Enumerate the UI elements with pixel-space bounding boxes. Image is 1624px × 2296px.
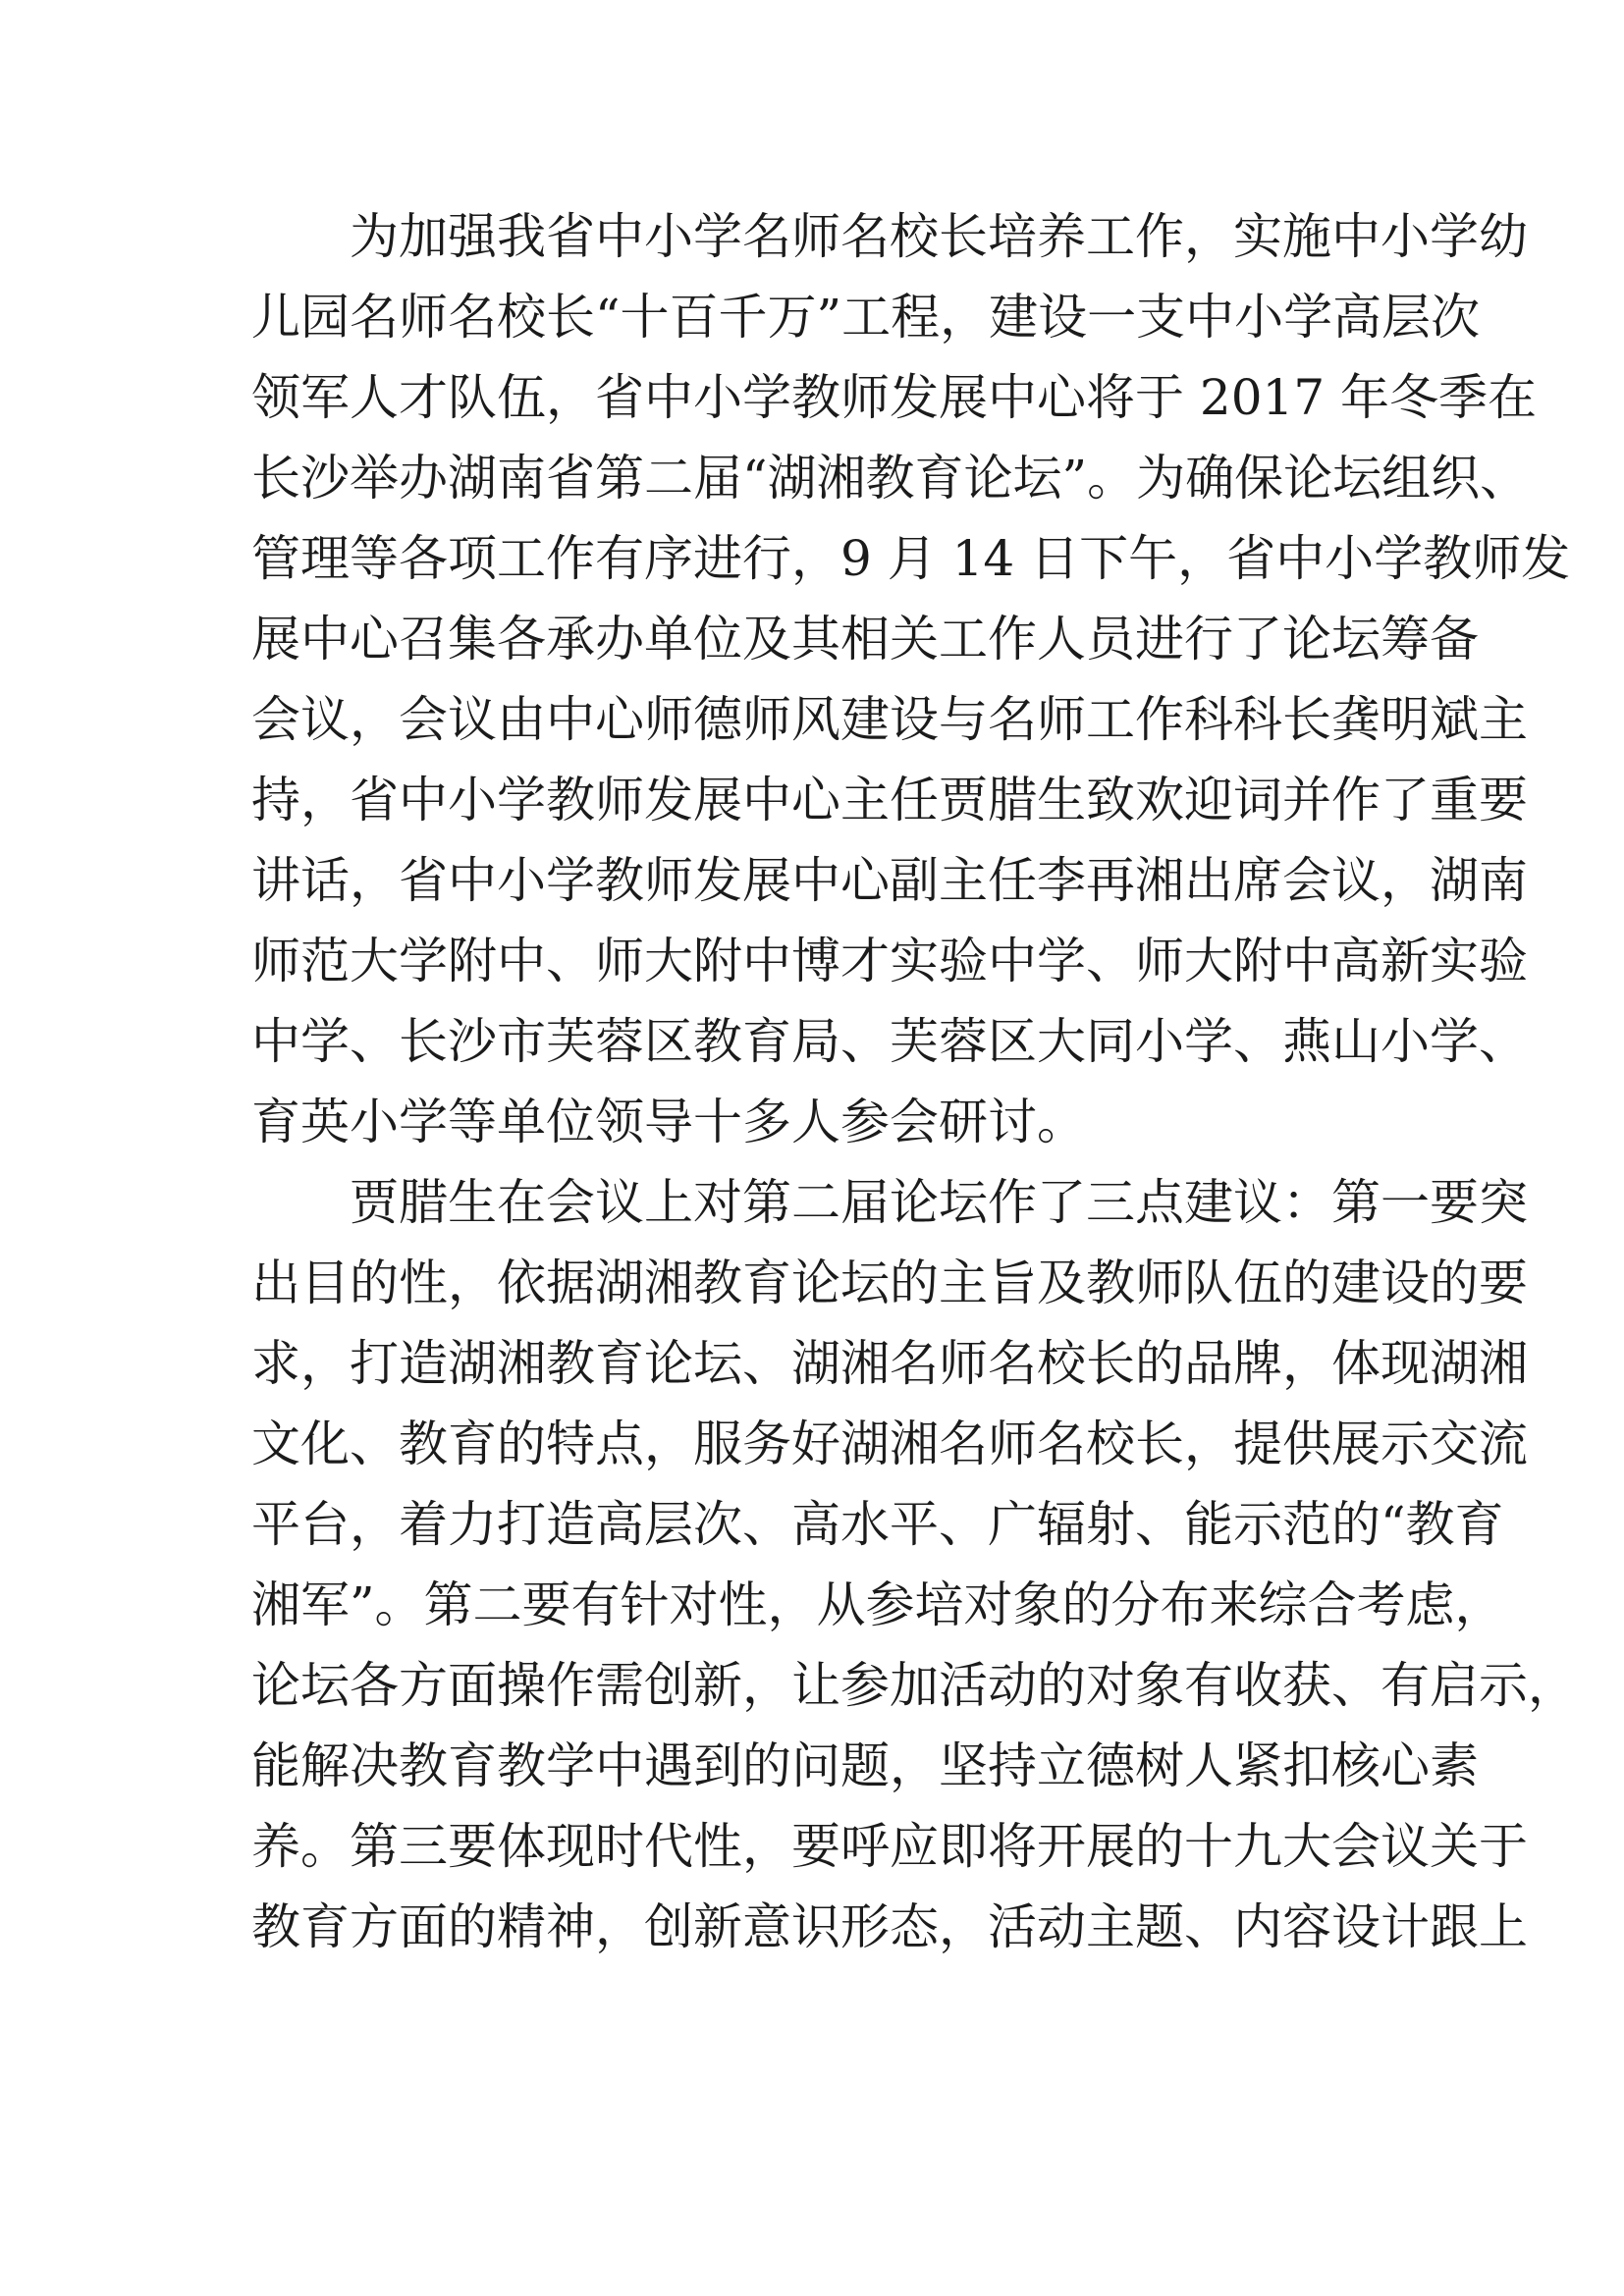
text-line: 师范大学附中、师大附中博才实验中学、师大附中高新实验 [251,933,1528,989]
text-line: 教育方面的精神，创新意识形态，活动主题、内容设计跟上 [251,1898,1528,1955]
text-line: 论坛各方面操作需创新，让参加活动的对象有收获、有启示， [251,1657,1577,1714]
document-body [251,196,1577,1967]
text-line: 湘军”。第二要有针对性，从参培对象的分布来综合考虑， [251,1576,1504,1633]
text-line: 讲话，省中小学教师发展中心副主任李再湘出席会议，湖南 [251,852,1528,909]
text-line: 贾腊生在会议上对第二届论坛作了三点建议：第一要突 [350,1174,1528,1231]
text-line: 育英小学等单位领导十多人参会研讨。 [251,1094,1086,1150]
text-line: 求，打造湖湘教育论坛、湖湘名师名校长的品牌，体现湖湘 [251,1335,1528,1392]
text-line: 管理等各项工作有序进行，9 月 14 日下午，省中小学教师发 [251,530,1571,587]
text-line: 持，省中小学教师发展中心主任贾腊生致欢迎词并作了重要 [251,772,1528,828]
text-line: 会议，会议由中心师德师风建设与名师工作科科长龚明斌主 [251,691,1528,748]
text-line: 中学、长沙市芙蓉区教育局、芙蓉区大同小学、燕山小学、 [251,1013,1528,1070]
paragraph-1 [251,196,1571,1162]
text-line: 平台，着力打造高层次、高水平、广辐射、能示范的“教育 [251,1496,1504,1553]
paragraph-2 [251,1162,1577,1967]
text-line: 展中心召集各承办单位及其相关工作人员进行了论坛筹备 [251,611,1479,667]
text-line: 为加强我省中小学名师名校长培养工作，实施中小学幼 [350,208,1528,265]
text-line: 儿园名师名校长“十百千万”工程，建设一支中小学高层次 [251,289,1481,346]
text-line: 长沙举办湖南省第二届“湖湘教育论坛”。为确保论坛组织、 [251,450,1530,507]
text-line: 领军人才队伍，省中小学教师发展中心将于 2017 年冬季在 [251,369,1538,426]
text-line: 养。第三要体现时代性，要呼应即将开展的十九大会议关于 [251,1818,1528,1875]
text-line: 出目的性，依据湖湘教育论坛的主旨及教师队伍的建设的要 [251,1255,1528,1311]
text-line: 文化、教育的特点，服务好湖湘名师名校长，提供展示交流 [251,1415,1528,1472]
text-line: 能解决教育教学中遇到的问题，坚持立德树人紧扣核心素 [251,1737,1479,1794]
